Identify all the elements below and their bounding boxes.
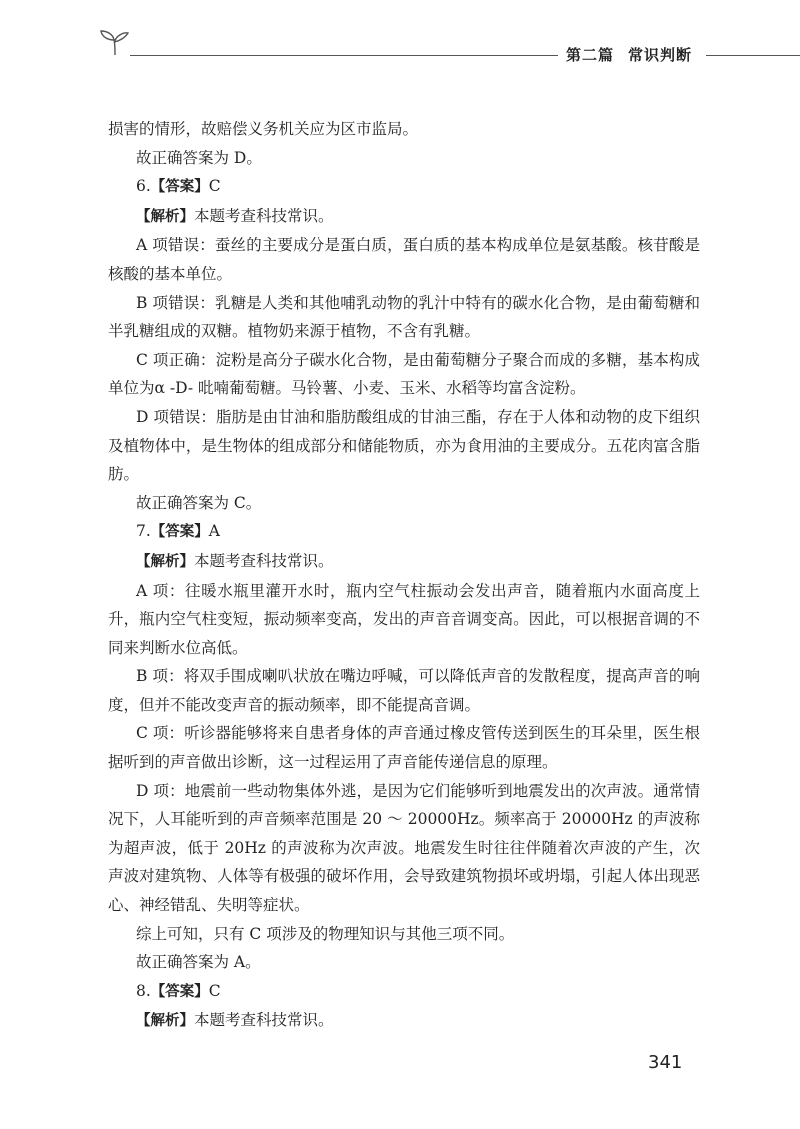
paragraph: 综上可知，只有 C 项涉及的物理知识与其他三项不同。 (136, 924, 515, 943)
analysis-line (108, 547, 700, 577)
section-label: 第二篇 (566, 46, 615, 64)
header-rule-right (706, 55, 800, 56)
question-number: 8. (136, 981, 151, 1000)
sprout-icon (98, 28, 132, 56)
paragraph: 故正确答案为 A。 (136, 953, 261, 972)
analysis-text: 本题考查科技常识。 (194, 1011, 334, 1030)
analysis-text: 本题考查科技常识。 (194, 206, 334, 225)
analysis-label: 【解析】 (136, 1013, 194, 1030)
running-head (566, 44, 692, 65)
answer-line (108, 977, 700, 1007)
paragraph: 故正确答案为 C。 (136, 493, 262, 512)
paragraph: B 项：将双手围成喇叭状放在嘴边呼喊，可以降低声音的发散程度，提高声音的响度，但并不能改变声音的振动频率，即不能提高音调。 (108, 667, 700, 714)
paragraph: D 项：地震前一些动物集体外逃，是因为它们能够听到地震发出的次声波。通常情况下，人耳能听到的声音频率范围是 20 ～ 20000Hz。频率高于 20000Hz 的声波称为超声波，低于 20Hz 的声波称为次声波。地震发生时往往伴随着次声波的产生，次声波对建筑物、人体等有极强的破坏作用，会导致建筑物损坏或坍塌，引起人体出现恶心、神经错乱、失明等症状。 (108, 781, 700, 915)
answer-line (108, 517, 700, 547)
answer-value: C (208, 177, 221, 196)
paragraph: A 项错误：蚕丝的主要成分是蛋白质，蛋白质的基本构成单位是氨基酸。核苷酸是核酸的基本单位。 (108, 236, 700, 283)
subject-label: 常识判断 (628, 46, 693, 64)
answer-value: C (208, 981, 221, 1000)
analysis-line (108, 202, 700, 232)
header-rule-left (130, 55, 558, 56)
page-header (0, 0, 800, 90)
paragraph: 损害的情形，故赔偿义务机关应为区市监局。 (108, 120, 419, 138)
analysis-line (108, 1006, 700, 1036)
analysis-label: 【解析】 (136, 553, 194, 570)
paragraph: C 项正确：淀粉是高分子碳水化合物，是由葡萄糖分子聚合而成的多糖，基本构成单位为α -D- 吡喃葡萄糖。马铃薯、小麦、玉米、水稻等均富含淀粉。 (108, 350, 700, 398)
question-number: 7. (136, 522, 151, 541)
paragraph: D 项错误：脂肪是由甘油和脂肪酸组成的甘油三酯，存在于人体和动物的皮下组织及植物体中，是生物体的组成部分和储能物质，亦为食用油的主要成分。五花肉富含脂肪。 (108, 407, 700, 484)
answer-value: A (208, 522, 220, 541)
answer-label: 【答案】 (150, 179, 209, 196)
paragraph: B 项错误：乳糖是人类和其他哺乳动物的乳汁中特有的碳水化合物，是由葡萄糖和半乳糖组成的双糖。植物奶来源于植物，不含有乳糖。 (108, 293, 700, 341)
body-text (108, 115, 700, 1036)
page-number: 341 (648, 1052, 683, 1073)
paragraph: A 项：往暖水瓶里灌开水时，瓶内空气柱振动会发出声音，随着瓶内水面高度上升，瓶内空气柱变短，振动频率变高，发出的声音音调变高。因此，可以根据音调的不同来判断水位高低。 (108, 581, 700, 657)
answer-label: 【答案】 (150, 524, 209, 541)
paragraph: C 项：听诊器能够将来自患者身体的声音通过橡皮管传送到医生的耳朵里，医生根据听到的声音做出诊断，这一过程运用了声音能传递信息的原理。 (108, 724, 700, 772)
answer-line (108, 172, 700, 202)
paragraph: 故正确答案为 D。 (136, 148, 262, 167)
answer-label: 【答案】 (150, 983, 209, 1000)
analysis-label: 【解析】 (136, 208, 194, 225)
analysis-text: 本题考查科技常识。 (194, 551, 334, 570)
question-number: 6. (136, 177, 151, 196)
